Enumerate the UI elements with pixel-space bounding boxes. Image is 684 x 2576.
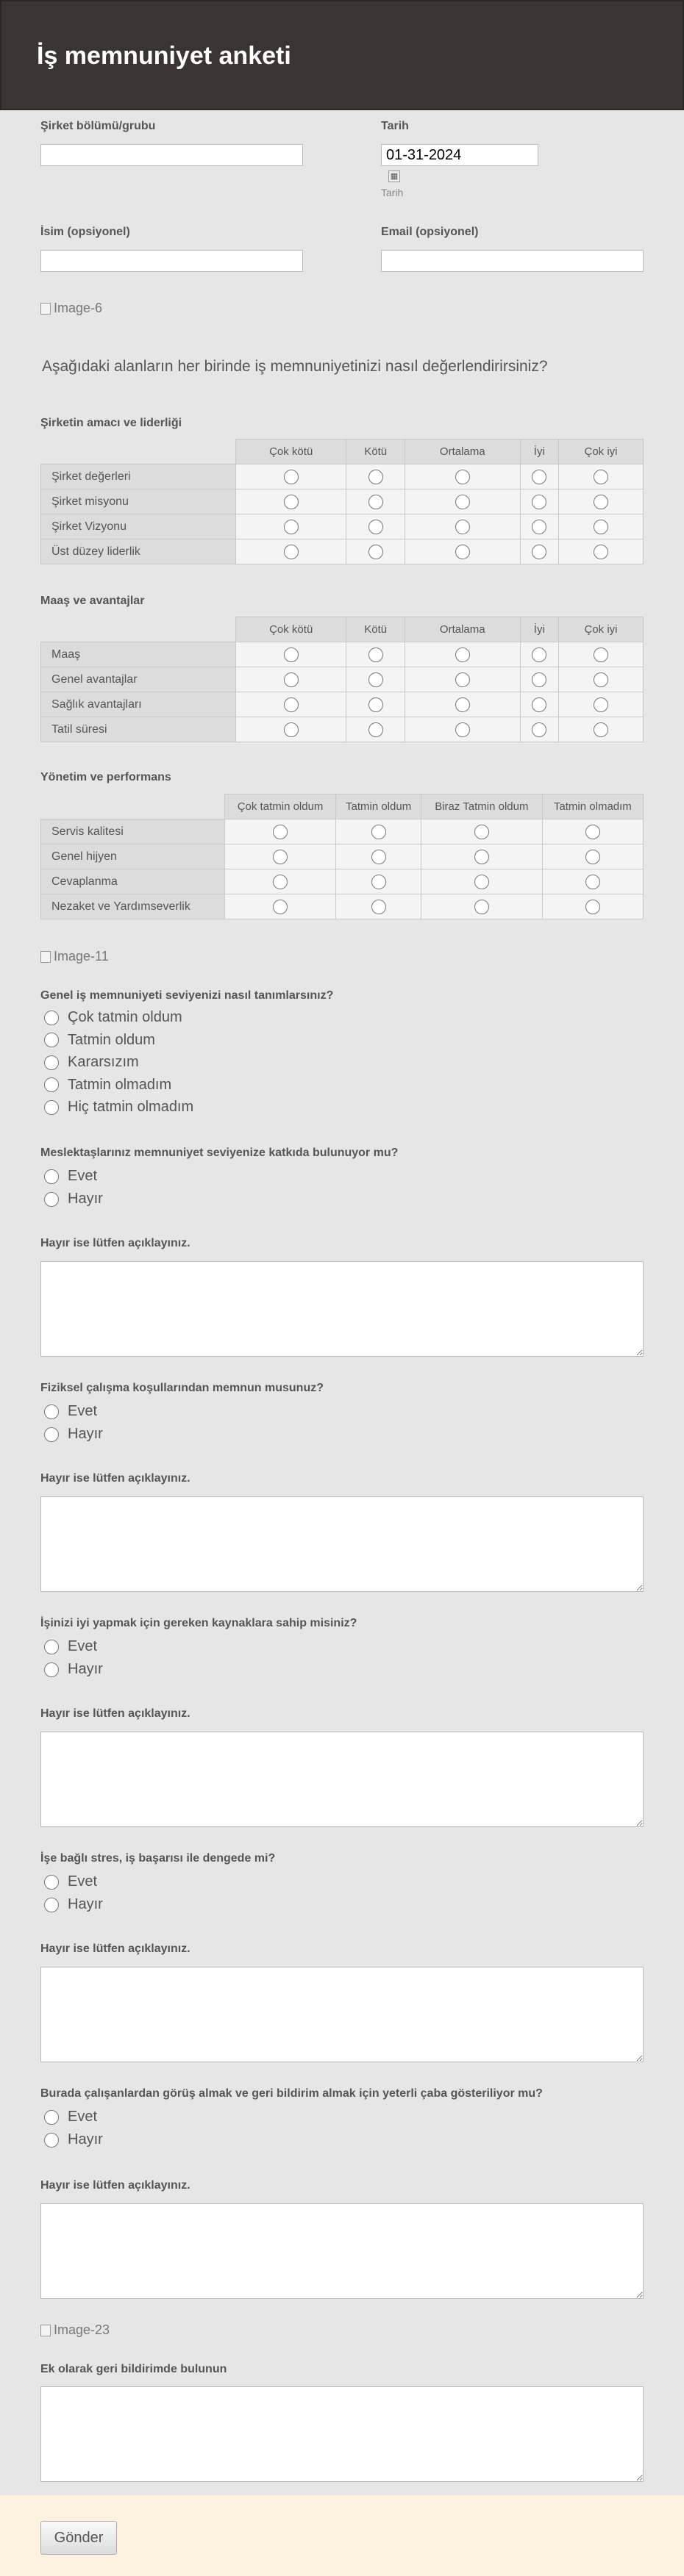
radio-option-label: Evet <box>68 1873 98 1890</box>
matrix-col-header: Tatmin olmadım <box>542 794 643 819</box>
radio-button[interactable] <box>585 850 600 864</box>
matrix-row <box>41 819 644 844</box>
q5-explain-label: Hayır ise lütfen açıklayınız. <box>40 1942 190 1955</box>
q2-explain-label: Hayır ise lütfen açıklayınız. <box>40 1237 190 1249</box>
matrix-cell <box>336 869 421 894</box>
radio-button[interactable] <box>44 1033 59 1047</box>
q3-explain-textarea[interactable] <box>40 1496 644 1592</box>
matrix-cell <box>542 894 643 919</box>
q3-explain-label: Hayır ise lütfen açıklayınız. <box>40 1472 190 1485</box>
matrix-row <box>41 464 644 489</box>
matrix-cell <box>405 717 520 742</box>
matrix-cell <box>336 844 421 869</box>
q5-label: İşe bağlı stres, iş başarısı ile dengede mi? <box>40 1852 276 1865</box>
radio-button[interactable] <box>371 825 386 839</box>
matrix-col-header: İyi <box>520 617 558 642</box>
date-label: Tarih <box>381 120 409 132</box>
radio-button[interactable] <box>44 1404 59 1419</box>
department-input[interactable] <box>40 144 303 166</box>
radio-option[interactable] <box>44 1873 97 1890</box>
radio-button[interactable] <box>455 672 470 687</box>
matrix-cell <box>236 667 346 692</box>
matrix-cell <box>236 692 346 717</box>
radio-button[interactable] <box>594 470 608 484</box>
matrix-row <box>41 692 644 717</box>
radio-option[interactable] <box>44 1054 139 1071</box>
matrix-cell <box>421 869 543 894</box>
matrix3-title: Yönetim ve performans <box>40 771 171 783</box>
date-input[interactable] <box>381 144 538 166</box>
matrix-cell <box>405 489 520 514</box>
matrix-row <box>41 539 644 564</box>
radio-button[interactable] <box>44 1640 59 1654</box>
matrix-cell <box>421 819 543 844</box>
matrix-row-label: Maaş <box>41 642 236 667</box>
radio-button[interactable] <box>532 722 546 737</box>
calendar-icon[interactable]: ▦ <box>388 171 400 182</box>
matrix-cell <box>225 844 336 869</box>
radio-button[interactable] <box>284 495 299 509</box>
matrix-cell <box>346 539 405 564</box>
q4-explain-textarea[interactable] <box>40 1732 644 1827</box>
radio-button[interactable] <box>273 850 288 864</box>
matrix-cell <box>520 667 558 692</box>
matrix-row-label: Sağlık avantajları <box>41 692 236 717</box>
radio-button[interactable] <box>284 722 299 737</box>
matrix-row <box>41 642 644 667</box>
matrix-cell <box>559 642 644 667</box>
feedback-label: Ek olarak geri bildirimde bulunun <box>40 2363 227 2375</box>
radio-button[interactable] <box>368 672 383 687</box>
matrix-row <box>41 514 644 539</box>
matrix-cell <box>225 819 336 844</box>
matrix-cell <box>520 464 558 489</box>
radio-option-label: Evet <box>68 1168 98 1184</box>
radio-button[interactable] <box>44 1011 59 1025</box>
radio-button[interactable] <box>585 825 600 839</box>
radio-option[interactable] <box>44 1032 155 1049</box>
radio-button[interactable] <box>44 1662 59 1677</box>
radio-button[interactable] <box>474 900 489 914</box>
matrix-cell <box>405 642 520 667</box>
image-placeholder-3: Image-23 <box>40 2322 110 2338</box>
radio-button[interactable] <box>594 520 608 534</box>
radio-button[interactable] <box>532 647 546 662</box>
matrix1-table <box>40 439 644 564</box>
matrix-cell <box>421 844 543 869</box>
matrix-cell <box>225 869 336 894</box>
q6-explain-label: Hayır ise lütfen açıklayınız. <box>40 2179 190 2192</box>
matrix-cell <box>236 539 346 564</box>
matrix-cell <box>346 642 405 667</box>
radio-button[interactable] <box>284 470 299 484</box>
radio-button[interactable] <box>455 520 470 534</box>
radio-button[interactable] <box>44 2110 59 2125</box>
matrix-col-header: Çok iyi <box>559 440 644 464</box>
matrix-row <box>41 717 644 742</box>
radio-option-label: Hayır <box>68 1896 103 1912</box>
radio-button[interactable] <box>368 697 383 712</box>
matrix-cell <box>236 717 346 742</box>
matrix-row-label: Genel hijyen <box>41 844 225 869</box>
radio-button[interactable] <box>368 495 383 509</box>
matrix-row-label: Genel avantajlar <box>41 667 236 692</box>
radio-option[interactable] <box>44 1168 97 1185</box>
matrix-col-header: Kötü <box>346 440 405 464</box>
radio-button[interactable] <box>532 697 546 712</box>
radio-button[interactable] <box>594 697 608 712</box>
matrix-row <box>41 894 644 919</box>
radio-button[interactable] <box>284 545 299 559</box>
matrix-row-label: Cevaplanma <box>41 869 225 894</box>
matrix-cell <box>236 642 346 667</box>
broken-image-icon <box>40 303 51 315</box>
matrix-cell <box>405 514 520 539</box>
matrix-row-label: Servis kalitesi <box>41 819 225 844</box>
matrix-cell <box>336 894 421 919</box>
name-label: İsim (opsiyonel) <box>40 226 130 238</box>
matrix-row-label: Nezaket ve Yardımseverlik <box>41 894 225 919</box>
radio-button[interactable] <box>455 495 470 509</box>
radio-button[interactable] <box>532 495 546 509</box>
matrix-cell <box>542 844 643 869</box>
matrix-col-header: Çok iyi <box>559 617 644 642</box>
radio-button[interactable] <box>532 545 546 559</box>
matrix1-title: Şirketin amacı ve liderliği <box>40 417 182 429</box>
matrix-cell <box>559 667 644 692</box>
matrix-cell <box>559 464 644 489</box>
matrix-cell <box>520 514 558 539</box>
q2-label: Meslektaşlarınız memnuniyet seviyenize katkıda bulunuyor mu? <box>40 1147 399 1159</box>
form-title: İş memnuniyet anketi <box>37 42 291 70</box>
matrix-cell <box>520 489 558 514</box>
radio-button[interactable] <box>284 672 299 687</box>
form-footer <box>0 2495 684 2576</box>
radio-button[interactable] <box>273 875 288 889</box>
radio-button[interactable] <box>368 647 383 662</box>
radio-button[interactable] <box>44 2133 59 2148</box>
radio-button[interactable] <box>474 875 489 889</box>
matrix-cell <box>236 514 346 539</box>
q4-label: İşinizi iyi yapmak için gereken kaynaklara sahip misiniz? <box>40 1617 357 1629</box>
matrix-cell <box>542 869 643 894</box>
matrix-col-header: Çok kötü <box>236 440 346 464</box>
radio-button[interactable] <box>273 825 288 839</box>
matrix-cell <box>520 642 558 667</box>
radio-button[interactable] <box>594 672 608 687</box>
q6-explain-textarea[interactable] <box>40 2203 644 2299</box>
matrix-row <box>41 844 644 869</box>
matrix-intro: Aşağıdaki alanların her birinde iş memnuniyetinizi nasıl değerlendirirsiniz? <box>42 358 548 375</box>
radio-button[interactable] <box>455 470 470 484</box>
matrix-cell <box>405 539 520 564</box>
broken-image-icon <box>40 2325 51 2336</box>
matrix-cell <box>542 819 643 844</box>
matrix-cell <box>346 667 405 692</box>
email-input[interactable] <box>381 250 644 272</box>
matrix-corner <box>41 617 236 642</box>
matrix-row <box>41 667 644 692</box>
matrix-cell <box>421 894 543 919</box>
email-label: Email (opsiyonel) <box>381 226 479 238</box>
matrix-cell <box>559 539 644 564</box>
q2-explain-textarea[interactable] <box>40 1261 644 1357</box>
radio-option[interactable] <box>44 1191 103 1208</box>
matrix-cell <box>405 692 520 717</box>
radio-option[interactable] <box>44 1403 97 1420</box>
matrix-cell <box>405 464 520 489</box>
matrix-cell <box>346 514 405 539</box>
radio-button[interactable] <box>594 495 608 509</box>
q5-explain-textarea[interactable] <box>40 1967 644 2062</box>
matrix-cell <box>520 692 558 717</box>
matrix-col-header: Ortalama <box>405 440 520 464</box>
radio-option[interactable] <box>44 1661 103 1678</box>
radio-button[interactable] <box>368 470 383 484</box>
radio-option[interactable] <box>44 1426 103 1443</box>
matrix2-title: Maaş ve avantajlar <box>40 595 145 607</box>
radio-option-label: Hayır <box>68 1661 103 1677</box>
matrix-row <box>41 489 644 514</box>
q4-explain-label: Hayır ise lütfen açıklayınız. <box>40 1707 190 1720</box>
matrix-cell <box>559 717 644 742</box>
radio-button[interactable] <box>44 1077 59 1092</box>
radio-option-label: Evet <box>68 2109 98 2125</box>
radio-button[interactable] <box>371 900 386 914</box>
radio-option-label: Hayır <box>68 1191 103 1207</box>
radio-button[interactable] <box>474 825 489 839</box>
radio-button[interactable] <box>44 1875 59 1890</box>
matrix-cell <box>520 717 558 742</box>
q6-label: Burada çalışanlardan görüş almak ve geri bildirim almak için yeterli çaba gösteriliyor mu? <box>40 2087 543 2100</box>
matrix-corner <box>41 794 225 819</box>
matrix-cell <box>236 489 346 514</box>
matrix-cell <box>520 539 558 564</box>
radio-button[interactable] <box>284 647 299 662</box>
radio-button[interactable] <box>474 850 489 864</box>
matrix-row <box>41 869 644 894</box>
radio-button[interactable] <box>371 875 386 889</box>
radio-option-label: Tatmin olmadım <box>68 1076 172 1093</box>
radio-button[interactable] <box>284 697 299 712</box>
radio-button[interactable] <box>44 1100 59 1115</box>
radio-option-label: Hiç tatmin olmadım <box>68 1099 194 1115</box>
radio-button[interactable] <box>455 647 470 662</box>
radio-button[interactable] <box>44 1055 59 1070</box>
matrix-row-label: Üst düzey liderlik <box>41 539 236 564</box>
radio-button[interactable] <box>368 722 383 737</box>
matrix-col-header: İyi <box>520 440 558 464</box>
radio-option-label: Çok tatmin oldum <box>68 1009 182 1025</box>
radio-button[interactable] <box>594 647 608 662</box>
matrix-row-label: Şirket Vizyonu <box>41 514 236 539</box>
matrix-row-label: Şirket misyonu <box>41 489 236 514</box>
matrix-col-header: Çok tatmin oldum <box>225 794 336 819</box>
department-label: Şirket bölümü/grubu <box>40 120 156 132</box>
matrix-cell <box>346 717 405 742</box>
image-placeholder-1: Image-6 <box>40 301 102 316</box>
radio-button[interactable] <box>594 722 608 737</box>
radio-option-label: Hayır <box>68 2131 103 2148</box>
radio-button[interactable] <box>44 1169 59 1184</box>
q3-label: Fiziksel çalışma koşullarından memnun musunuz? <box>40 1382 324 1394</box>
radio-button[interactable] <box>532 470 546 484</box>
matrix-cell <box>346 692 405 717</box>
radio-option-label: Evet <box>68 1638 98 1654</box>
radio-option-label: Evet <box>68 1403 98 1419</box>
radio-option-label: Tatmin oldum <box>68 1031 155 1048</box>
radio-button[interactable] <box>455 697 470 712</box>
form-header <box>0 0 684 110</box>
radio-button[interactable] <box>273 900 288 914</box>
date-sublabel: Tarih <box>381 187 404 198</box>
q1-label: Genel iş memnuniyeti seviyenizi nasıl tanımlarsınız? <box>40 989 334 1002</box>
matrix-col-header: Kötü <box>346 617 405 642</box>
matrix-cell <box>346 489 405 514</box>
matrix-cell <box>559 692 644 717</box>
matrix3-table <box>40 794 644 919</box>
radio-button[interactable] <box>44 1427 59 1442</box>
radio-option[interactable] <box>44 2131 103 2148</box>
radio-option[interactable] <box>44 1099 193 1116</box>
submit-button[interactable]: Gönder <box>40 2521 117 2555</box>
matrix-row-label: Şirket değerleri <box>41 464 236 489</box>
image-placeholder-2: Image-11 <box>40 949 109 964</box>
matrix-col-header: Ortalama <box>405 617 520 642</box>
radio-option[interactable] <box>44 1077 171 1094</box>
radio-button[interactable] <box>585 900 600 914</box>
radio-button[interactable] <box>585 875 600 889</box>
radio-button[interactable] <box>284 520 299 534</box>
matrix-cell <box>559 489 644 514</box>
radio-option-label: Kararsızım <box>68 1054 139 1070</box>
matrix-corner <box>41 440 236 464</box>
matrix2-table <box>40 617 644 742</box>
radio-button[interactable] <box>532 672 546 687</box>
matrix-col-header: Biraz Tatmin oldum <box>421 794 543 819</box>
matrix-cell <box>236 464 346 489</box>
radio-option[interactable] <box>44 1009 182 1026</box>
radio-button[interactable] <box>368 520 383 534</box>
matrix-cell <box>336 819 421 844</box>
radio-option[interactable] <box>44 1638 97 1655</box>
matrix-cell <box>405 667 520 692</box>
radio-button[interactable] <box>455 545 470 559</box>
radio-button[interactable] <box>532 520 546 534</box>
matrix-cell <box>346 464 405 489</box>
broken-image-icon <box>40 951 51 963</box>
name-input[interactable] <box>40 250 303 272</box>
radio-button[interactable] <box>455 722 470 737</box>
radio-option[interactable] <box>44 1896 103 1913</box>
matrix-row-label: Tatil süresi <box>41 717 236 742</box>
radio-button[interactable] <box>594 545 608 559</box>
matrix-col-header: Çok kötü <box>236 617 346 642</box>
radio-button[interactable] <box>368 545 383 559</box>
radio-button[interactable] <box>44 1192 59 1207</box>
radio-option[interactable] <box>44 2109 97 2125</box>
feedback-textarea[interactable] <box>40 2386 644 2482</box>
matrix-col-header: Tatmin oldum <box>336 794 421 819</box>
matrix-cell <box>559 514 644 539</box>
radio-option-label: Hayır <box>68 1426 103 1442</box>
radio-button[interactable] <box>44 1898 59 1912</box>
matrix-cell <box>225 894 336 919</box>
radio-button[interactable] <box>371 850 386 864</box>
